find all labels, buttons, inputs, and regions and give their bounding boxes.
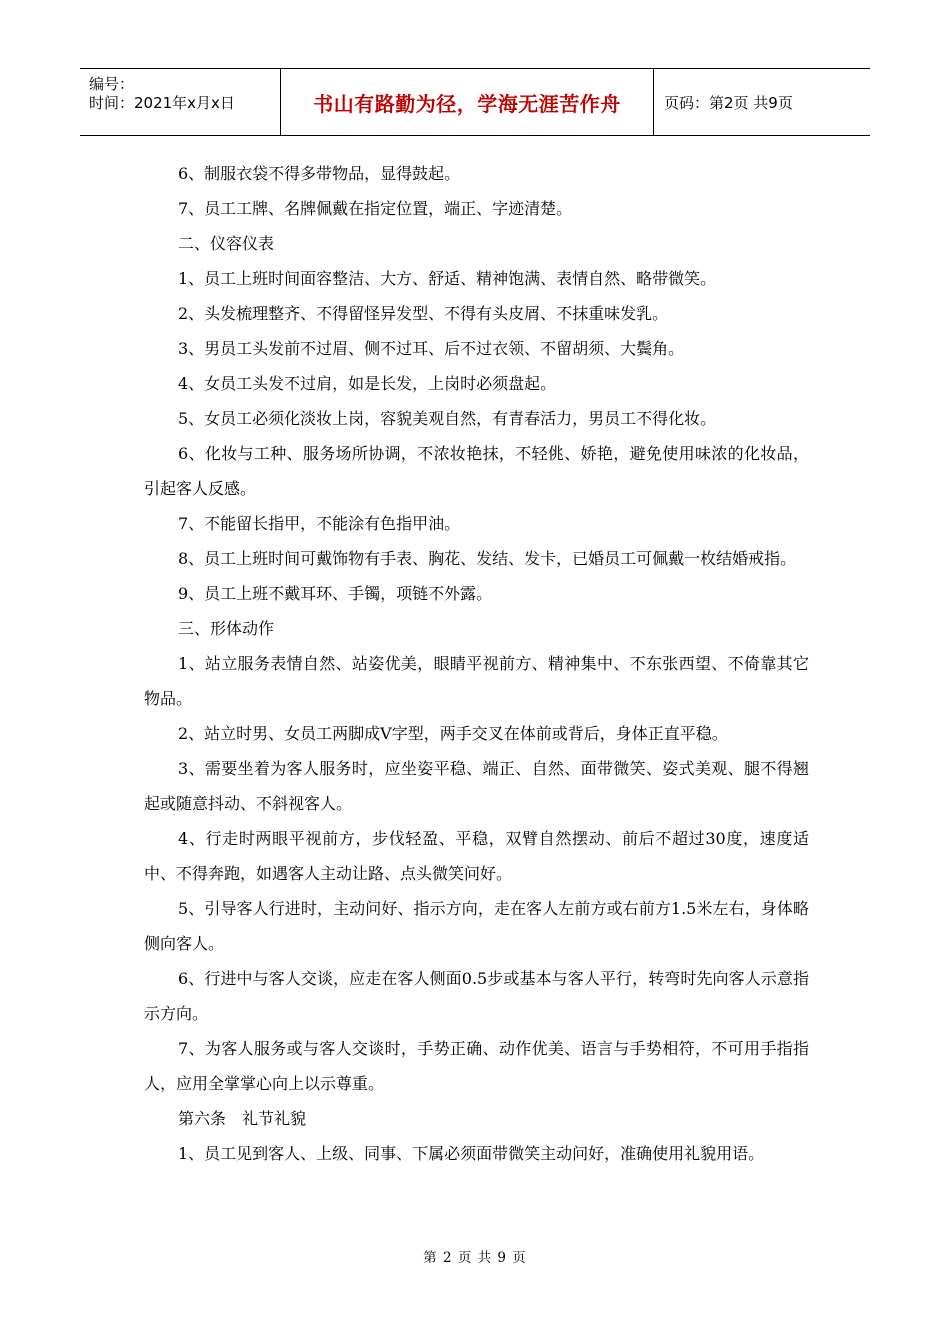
paragraph: 5、引导客人行进时，主动问好、指示方向，走在客人左前方或右前方1.5米左右，身体略侧向客人。 <box>144 899 809 953</box>
paragraph: 4、女员工头发不过肩，如是长发，上岗时必须盘起。 <box>178 374 557 393</box>
paragraph: 8、员工上班时间可戴饰物有手表、胸花、发结、发卡，已婚员工可佩戴一枚结婚戒指。 <box>178 549 797 568</box>
paragraph: 7、员工工牌、名牌佩戴在指定位置，端正、字迹清楚。 <box>178 199 573 218</box>
section-heading: 三、形体动作 <box>178 619 275 638</box>
page-footer: 第 2 页 共 9 页 <box>423 1250 527 1266</box>
paragraph: 2、头发梳理整齐、不得留怪异发型、不得有头皮屑、不抹重味发乳。 <box>178 304 669 323</box>
paragraph: 1、站立服务表情自然、站姿优美，眼睛平视前方、精神集中、不东张西望、不倚靠其它物品。 <box>144 654 809 708</box>
paragraph: 7、为客人服务或与客人交谈时，手势正确、动作优美、语言与手势相符，不可用手指指人，应用全掌掌心向上以示尊重。 <box>144 1039 809 1093</box>
header-page-info: 页码：第2页 共9页 <box>664 93 793 112</box>
paragraph: 6、制服衣袋不得多带物品，显得鼓起。 <box>178 164 461 183</box>
header-motto-cell <box>281 69 654 135</box>
paragraph: 4、行走时两眼平视前方，步伐轻盈、平稳，双臂自然摆动、前后不超过30度，速度适中、不得奔跑，如遇客人主动让路、点头微笑问好。 <box>144 829 809 883</box>
paragraph: 6、化妆与工种、服务场所协调，不浓妆艳抹，不轻佻、娇艳，避免使用味浓的化妆品，引起客人反感。 <box>144 444 809 498</box>
article-heading: 第六条 礼节礼貌 <box>178 1109 307 1128</box>
paragraph: 2、站立时男、女员工两脚成V字型，两手交叉在体前或背后，身体正直平稳。 <box>178 724 728 743</box>
paragraph: 3、需要坐着为客人服务时，应坐姿平稳、端正、自然、面带微笑、姿式美观、腿不得翘起或随意抖动、不斜视客人。 <box>144 759 809 813</box>
section-heading: 二、仪容仪表 <box>178 234 275 253</box>
document-date: 时间：2021年x月x日 <box>89 94 235 112</box>
paragraph: 7、不能留长指甲，不能涂有色指甲油。 <box>178 514 461 533</box>
document-header <box>80 68 870 136</box>
paragraph: 6、行进中与客人交谈，应走在客人侧面0.5步或基本与客人平行，转弯时先向客人示意指示方向。 <box>144 969 809 1023</box>
header-page-cell <box>654 69 870 135</box>
header-motto: 书山有路勤为径，学海无涯苦作舟 <box>313 91 621 116</box>
document-body <box>144 156 809 1171</box>
paragraph: 3、男员工头发前不过眉、侧不过耳、后不过衣领、不留胡须、大鬓角。 <box>178 339 685 358</box>
paragraph: 1、员工上班时间面容整洁、大方、舒适、精神饱满、表情自然、略带微笑。 <box>178 269 717 288</box>
paragraph: 5、女员工必须化淡妆上岗，容貌美观自然，有青春活力，男员工不得化妆。 <box>178 409 717 428</box>
document-number-label: 编号： <box>89 75 135 93</box>
header-meta-cell <box>80 69 281 135</box>
paragraph: 9、员工上班不戴耳环、手镯，项链不外露。 <box>178 584 493 603</box>
paragraph: 1、员工见到客人、上级、同事、下属必须面带微笑主动问好，准确使用礼貌用语。 <box>178 1144 765 1163</box>
